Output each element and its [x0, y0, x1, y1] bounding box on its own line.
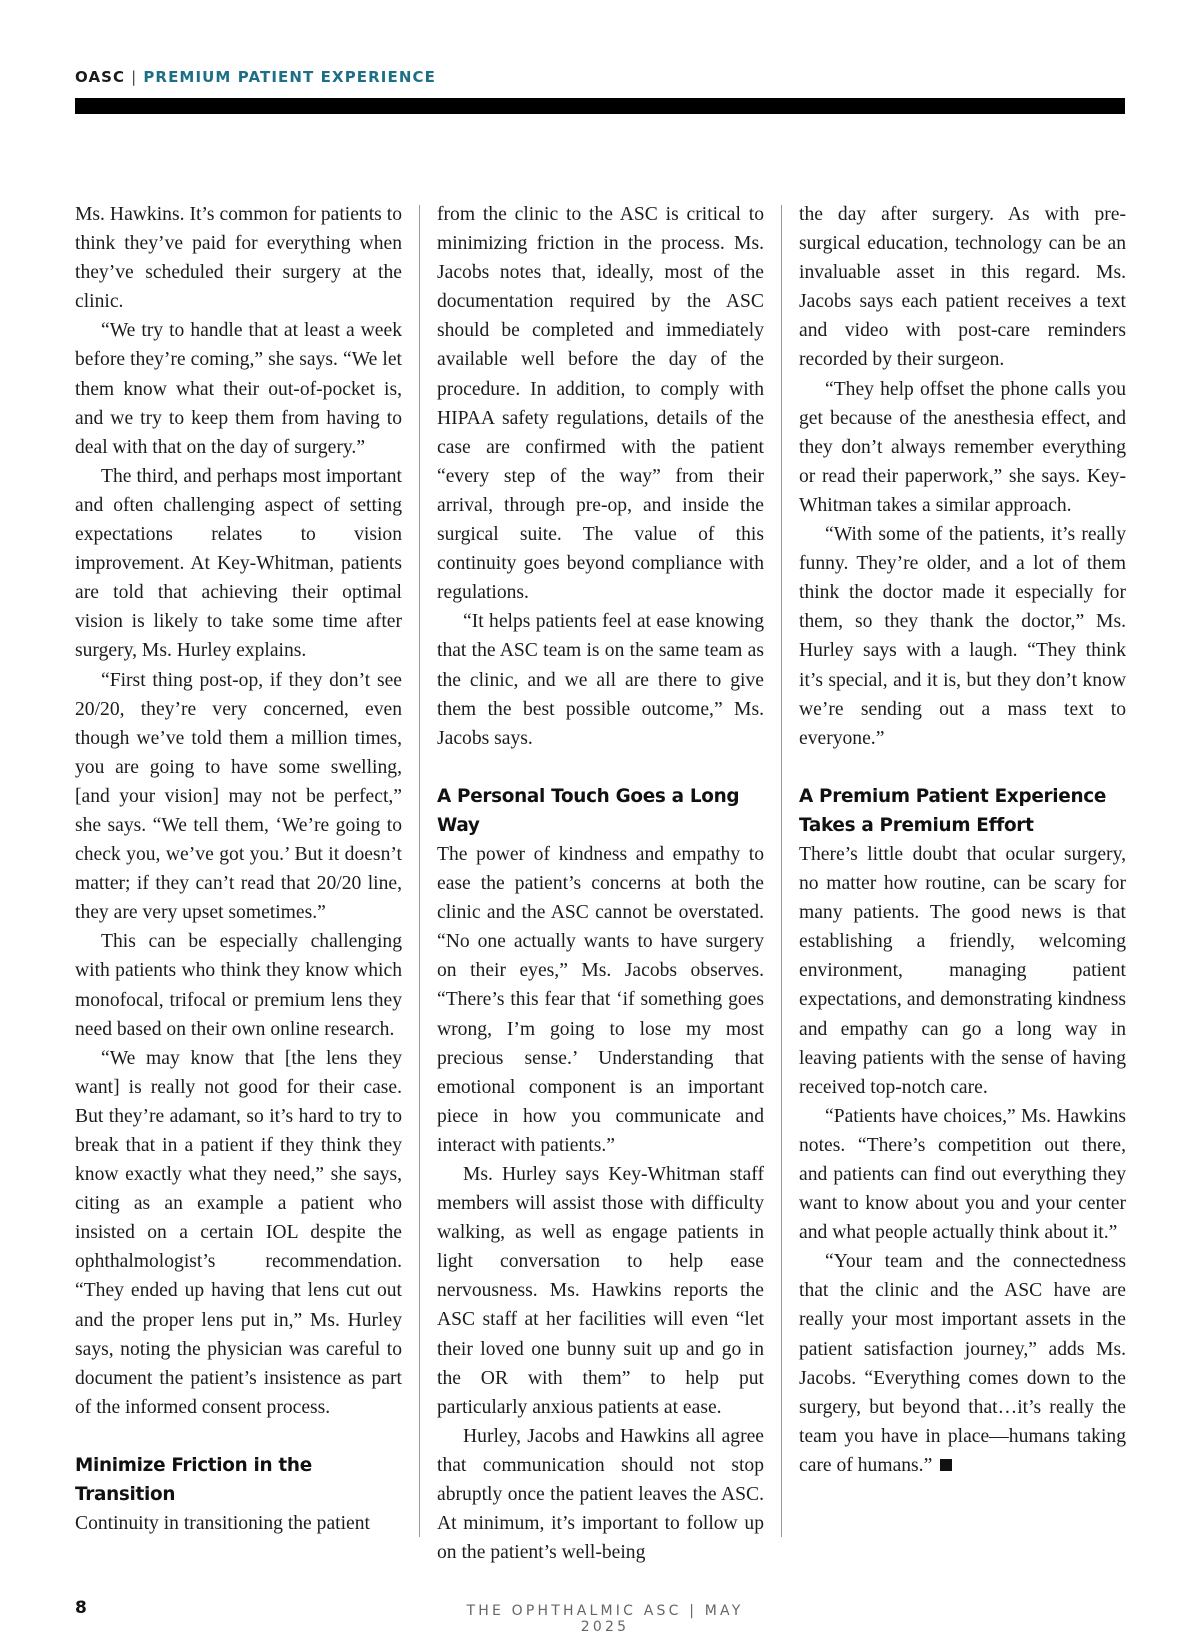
paragraph: “We may know that [the lens they want] is really not good for their case. But they’re adamant, so it’s hard to try to break that in a patient if they think they know exactly what they need,” she says, citing as an example a patient who insisted on a certain IOL despite the ophthalmologist’s recommendation. “They ended up having that lens cut out and the proper lens put in,” Ms. Hurley says, noting the physician was careful to document the patient’s insistence as part of the informed consent process. — [75, 1047, 402, 1418]
running-header — [75, 68, 436, 86]
paragraph: “Patients have choices,” Ms. Hawkins notes. “There’s competition out there, and patients can find out everything they want to know about you and your center and what people actually think about it.” — [799, 1105, 1126, 1244]
article-column-2 — [437, 200, 764, 1564]
final-paragraph-text: “Your team and the connectedness that the clinic and the ASC have are really your most important assets in the patient satisfaction journey,” adds Ms. Jacobs. “Everything comes down to the surgery, but beyond that…it’s really the team you have in place—humans taking care of humans.” — [799, 1251, 1126, 1476]
article-column-1 — [75, 200, 402, 1545]
paragraph: “It helps patients feel at ease knowing that the ASC team is on the same team as the clinic, and we all are there to give them the best possible outcome,” Ms. Jacobs says. — [437, 611, 764, 749]
header-brand: OASC — [75, 68, 126, 86]
paragraph: “First thing post-op, if they don’t see 20/20, they’re very concerned, even though we’ve told them a million times, you are going to have some swelling, [and your vision] may not be perfect,” she says. “We tell them, ‘We’re going to check you, we’ve got you.’ But it doesn’t matter; if they can’t read that 20/20 line, they are very upset sometimes.” — [75, 669, 402, 924]
section-heading-minimize-friction: Minimize Friction in the Transition — [75, 1454, 312, 1506]
paragraph: Hurley, Jacobs and Hawkins all agree that communication should not stop abruptly once the patient leaves the ASC. At minimum, it’s important to follow up on the patient’s well-being — [437, 1425, 764, 1564]
page-number: 8 — [75, 1598, 87, 1618]
paragraph-final — [799, 1247, 1126, 1480]
paragraph: from the clinic to the ASC is critical to minimizing friction in the process. Ms. Jacobs notes that, ideally, most of the documentation required by the ASC should be completed and immediately available well before the day of the procedure. In addition, to comply with HIPAA safety regulations, details of the case are confirmed with the patient “every step of the way” from their arrival, through pre-op, and inside the surgical suite. The value of this continuity goes beyond compliance with regulations. — [437, 204, 764, 604]
end-of-article-mark — [940, 1459, 952, 1471]
publication-footer: THE OPHTHALMIC ASC | MAY 2025 — [466, 1603, 744, 1635]
article-column-3 — [799, 200, 1126, 1545]
paragraph: Continuity in transitioning the patient — [75, 1513, 370, 1535]
paragraph: Ms. Hurley says Key-Whitman staff members will assist those with difficulty walking, as well as engage patients in light conversation to help ease nervousness. Ms. Hawkins reports the ASC staff at her facilities will even “let their loved one bunny suit up and go in the OR with them” to help put particularly anxious patients at ease. — [437, 1164, 764, 1418]
section-heading-premium-effort: A Premium Patient Experience Takes a Premium Effort — [799, 785, 1107, 836]
column-divider — [419, 205, 420, 1537]
header-separator: | — [131, 68, 138, 86]
section-heading-personal-touch: A Personal Touch Goes a Long Way — [437, 785, 740, 836]
paragraph: The power of kindness and empathy to ease the patient’s concerns at both the clinic and the ASC cannot be overstated. “No one actually wants to have surgery on their eyes,” Ms. Jacobs observes. “There’s this fear that ‘if something goes wrong, I’m going to lose my most precious sense.’ Understanding that emotional component is an important piece in how you communicate and interact with patients.” — [437, 843, 764, 1156]
paragraph: This can be especially challenging with patients who think they know which monofocal, trifocal or premium lens they need based on their own online research. — [75, 931, 402, 1040]
paragraph: “We try to handle that at least a week before they’re coming,” she says. “We let them know what their out-of-pocket is, and we try to keep them from having to deal with that on the day of surgery.” — [75, 320, 402, 458]
paragraph: the day after surgery. As with pre-surgical education, technology can be an invaluable asset in this regard. Ms. Jacobs says each patient receives a text and video with post-care reminders recorded by their surgeon. — [799, 204, 1126, 371]
paragraph: “They help offset the phone calls you get because of the anesthesia effect, and they don’t always remember everything or read their paperwork,” she says. Key-Whitman takes a similar approach. — [799, 378, 1126, 516]
header-rule — [75, 98, 1125, 114]
column-divider — [781, 205, 782, 1537]
paragraph: “With some of the patients, it’s really funny. They’re older, and a lot of them think the doctor made it especially for them, so they thank the doctor,” Ms. Hurley says with a laugh. “They think it’s special, and it is, but they don’t know we’re sending out a mass text to everyone.” — [799, 524, 1126, 749]
paragraph: The third, and perhaps most important and often challenging aspect of setting expectations relates to vision improvement. At Key-Whitman, patients are told that achieving their optimal vision is likely to take some time after surgery, Ms. Hurley explains. — [75, 465, 402, 662]
header-section-title: PREMIUM PATIENT EXPERIENCE — [143, 68, 436, 86]
paragraph: There’s little doubt that ocular surgery, no matter how routine, can be scary for many patients. The good news is that establishing a friendly, welcoming environment, managing patient expectations, and demonstrating kindness and empathy can go a long way in leaving patients with the sense of having received top-notch care. — [799, 843, 1126, 1098]
paragraph: Ms. Hawkins. It’s common for patients to think they’ve paid for everything when they’ve scheduled their surgery at the clinic. — [75, 204, 402, 313]
